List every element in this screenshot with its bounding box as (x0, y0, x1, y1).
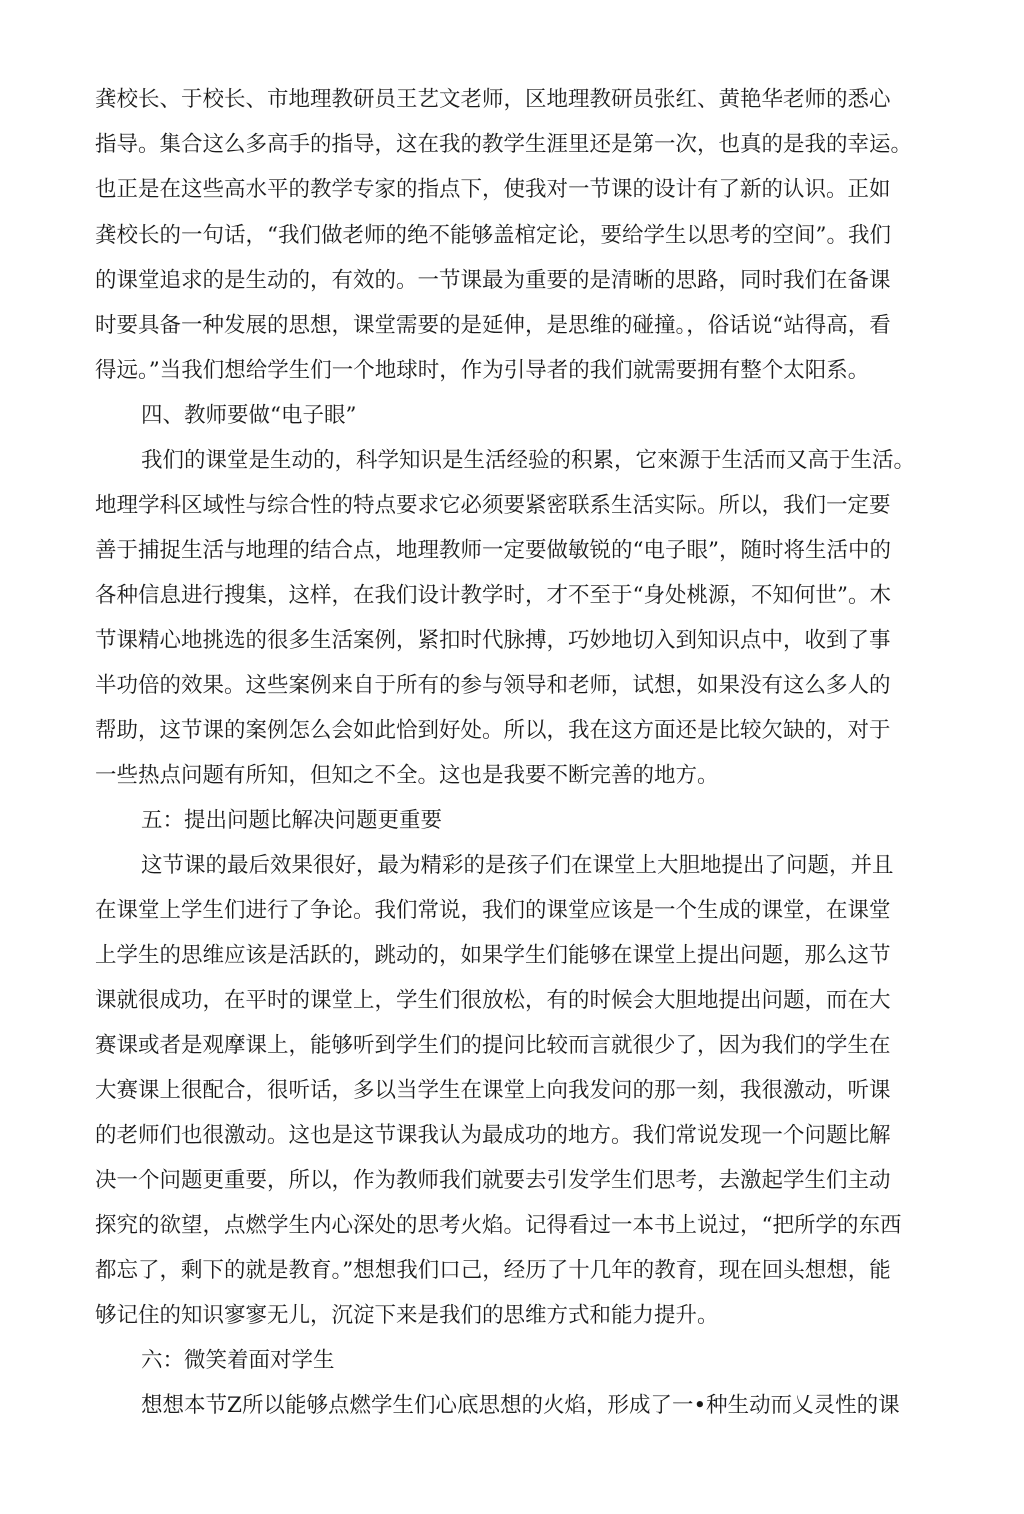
paragraph-line: 都忘了，剩下的就是教育。”想想我们口己，经历了十几年的教育，现在回头想想，能 (95, 1258, 891, 1283)
paragraph-line: 节课精心地挑选的很多生活案例，紧扣时代脉搏，巧妙地切入到知识点中，收到了事 (95, 628, 891, 653)
paragraph-line: 上学生的思维应该是活跃的，跳动的，如果学生们能够在课堂上提出问题，那么这节 (95, 943, 891, 968)
paragraph-line: 大赛课上很配合，很听话，多以当学生在课堂上向我发问的那一刻，我很激动，听课 (95, 1078, 891, 1103)
paragraph-line: 在课堂上学生们进行了争论。我们常说，我们的课堂应该是一个生成的课堂，在课堂 (95, 898, 891, 923)
paragraph-line: 龚校长、于校长、市地理教研员王艺文老师，区地理教研员张红、黄艳华老师的悉心 (95, 87, 891, 112)
paragraph-line: 时要具备一种发展的思想，课堂需要的是延伸，是思维的碰撞。，俗话说“站得高，看 (95, 313, 891, 338)
section-heading: 五：提出问题比解决问题更重要 (141, 808, 443, 833)
paragraph-line: 一些热点问题有所知，但知之不全。这也是我要不断完善的地方。 (95, 763, 719, 788)
paragraph-line: 半功倍的效果。这些案例来自于所有的参与领导和老师，试想，如果没有这么多人的 (95, 673, 891, 698)
paragraph-line: 决一个问题更重要，所以，作为教师我们就要去引发学生们思考，去激起学生们主动 (95, 1168, 891, 1193)
paragraph-line: 得远。”当我们想给学生们一个地球时，作为引导者的我们就需要拥有整个太阳系。 (95, 358, 870, 383)
paragraph-line: 龚校长的一句话，“我们做老师的绝不能够盖棺定论，要给学生以思考的空间”。我们 (95, 223, 891, 248)
paragraph-line: 这节课的最后效果很好，最为精彩的是孩子们在课堂上大胆地提出了问题，并且 (141, 853, 894, 878)
paragraph-line: 善于捕捉生活与地理的结合点，地理教师一定要做敏锐的“电子眼”，随时将生活中的 (95, 538, 891, 563)
paragraph-line: 的课堂追求的是生动的，有效的。一节课最为重要的是清晰的思路，同时我们在备课 (95, 268, 891, 293)
paragraph-line: 想想本节Z所以能够点燃学生们心底思想的火焰，形成了一•种生动而乂灵性的课 (141, 1393, 900, 1418)
paragraph-line: 也正是在这些高水平的教学专家的指点下，使我对一节课的设计有了新的认识。正如 (95, 177, 891, 202)
paragraph-line: 的老师们也很激动。这也是这节课我认为最成功的地方。我们常说发现一个问题比解 (95, 1123, 891, 1148)
paragraph-line: 各种信息进行搜集，这样，在我们设计教学时，才不至于“身处桃源，不知何世”。木 (95, 583, 891, 608)
section-heading: 四、教师要做“电子眼” (141, 403, 357, 428)
paragraph-line: 赛课或者是观摩课上，能够听到学生们的提问比较而言就很少了，因为我们的学生在 (95, 1033, 891, 1058)
paragraph-line: 够记住的知识寥寥无儿，沉淀下来是我们的思维方式和能力提升。 (95, 1303, 719, 1328)
paragraph-line: 地理学科区域性与综合性的特点要求它必须要紧密联系生活实际。所以，我们一定要 (95, 493, 891, 518)
paragraph-line: 探究的欲望，点燃学生内心深处的思考火焰。记得看过一本书上说过，“把所学的东西 (95, 1213, 902, 1238)
paragraph-line: 帮助，这节课的案例怎么会如此恰到好处。所以，我在这方面还是比较欠缺的，对于 (95, 718, 891, 743)
paragraph-line: 课就很成功，在平时的课堂上，学生们很放松，有的时候会大胆地提出问题，而在大 (95, 988, 891, 1013)
paragraph-line: 指导。集合这么多高手的指导，这在我的教学生涯里还是第一次，也真的是我的幸运。 (95, 132, 913, 157)
paragraph-line: 我们的课堂是生动的，科学知识是生活经验的积累，它來源于生活而又高于生活。 (141, 448, 916, 473)
section-heading: 六：微笑着面对学生 (141, 1348, 335, 1373)
